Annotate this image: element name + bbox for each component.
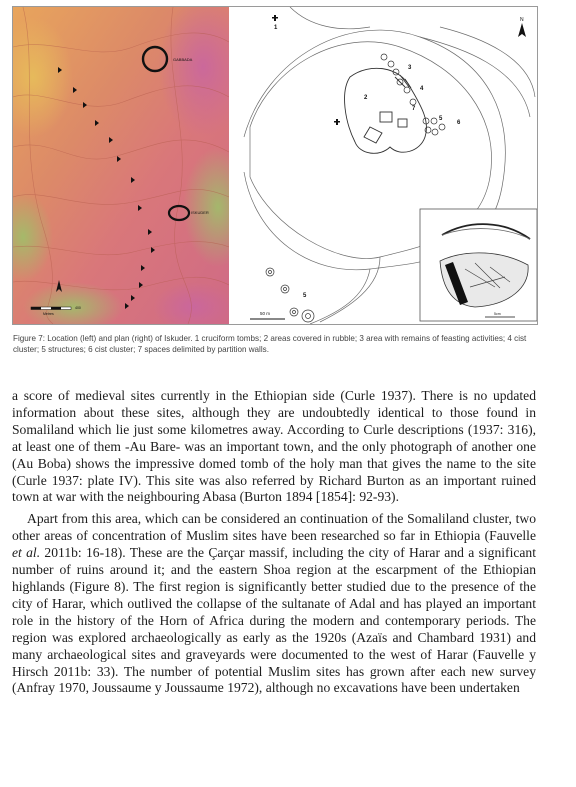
paragraph-2-italic: et al. [12, 545, 41, 561]
plan-label-3: 3 [408, 65, 412, 71]
plan-label-4: 4 [420, 86, 424, 92]
site-label-gabbada: GABBADA [173, 57, 193, 62]
tomb-inset [420, 209, 537, 321]
plan-label-5-south: 5 [303, 293, 307, 299]
scale-value-left: 400 [75, 306, 81, 310]
figure-7 [12, 6, 538, 325]
scale-label-left: Metres [43, 312, 54, 316]
scale-label-right: 50 m [260, 311, 271, 316]
paragraph-2 [12, 511, 536, 697]
svg-text:N: N [520, 17, 524, 23]
site-plan [230, 7, 537, 324]
paragraph-1: a score of medieval sites currently in the Ethiopian side (Curle 1937). There is no updated information about these sites, although they are undoubtedly identical to those found in Somaliland which lie just some kilometres away. According to Curle descriptions (1937: 316), at least one of them -Au Bare- was an important town, and the only photograph of another one (Au Boba) shows the impressive domed tomb of the holy man that gives the name to the site (Curle 1937: plate IV). This site was also referred by Richard Burton as an important ruined town at war with the neighbouring Abasa (Burton 1894 [1854]: 92-93). [12, 388, 536, 505]
site-label-iskuder: ISKUDER [191, 210, 209, 215]
plan-label-7: 7 [412, 106, 416, 112]
plan-label-6: 6 [457, 120, 461, 126]
plan-label-2: 2 [364, 95, 368, 101]
plan-label-1: 1 [274, 25, 278, 31]
figure-caption: Figure 7: Location (left) and plan (right) of Iskuder. 1 cruciform tombs; 2 areas covered in rubble; 3 area with remains of feasting activities; 4 cist cluster; 5 structures; 6 cist cluster; 7 spaces delimited by partition walls. [13, 334, 527, 354]
paragraph-2-part-2: 2011b: 16-18). These are the Çarçar massif, including the city of Harar and a significant number of ruins around it; and the eastern Shoa region at the escarpment of the Ethiopian highlands (Figure 8). The first region is significantly better studied due to the presence of the city of Harar, which outlived the collapse of the sultanate of Adal and has played an important role in the history of the Horn of Africa during the modern and contemporary periods. The region was explored archaeologically as early as the 1920s (Azaïs and Chambard 1931) and many archaeological sites and graveyards were documented to the west of Harar (Fauvelle y Hirsch 2011b: 33). The number of potential Muslim sites has grown after each new survey (Anfray 1970, Joussaume y Joussaume 1972), although no excavations have been undertaken [12, 545, 536, 696]
paragraph-2-part-1: Apart from this area, which can be considered an continuation of the Somaliland cluster, two other areas of concentration of Muslim sites have been researched so far in Ethiopia (Fauvelle [12, 511, 536, 544]
body-text [12, 388, 536, 697]
inset-scale-label: 5cm [494, 312, 501, 316]
plan-label-5: 5 [439, 116, 443, 122]
location-map [13, 7, 229, 324]
